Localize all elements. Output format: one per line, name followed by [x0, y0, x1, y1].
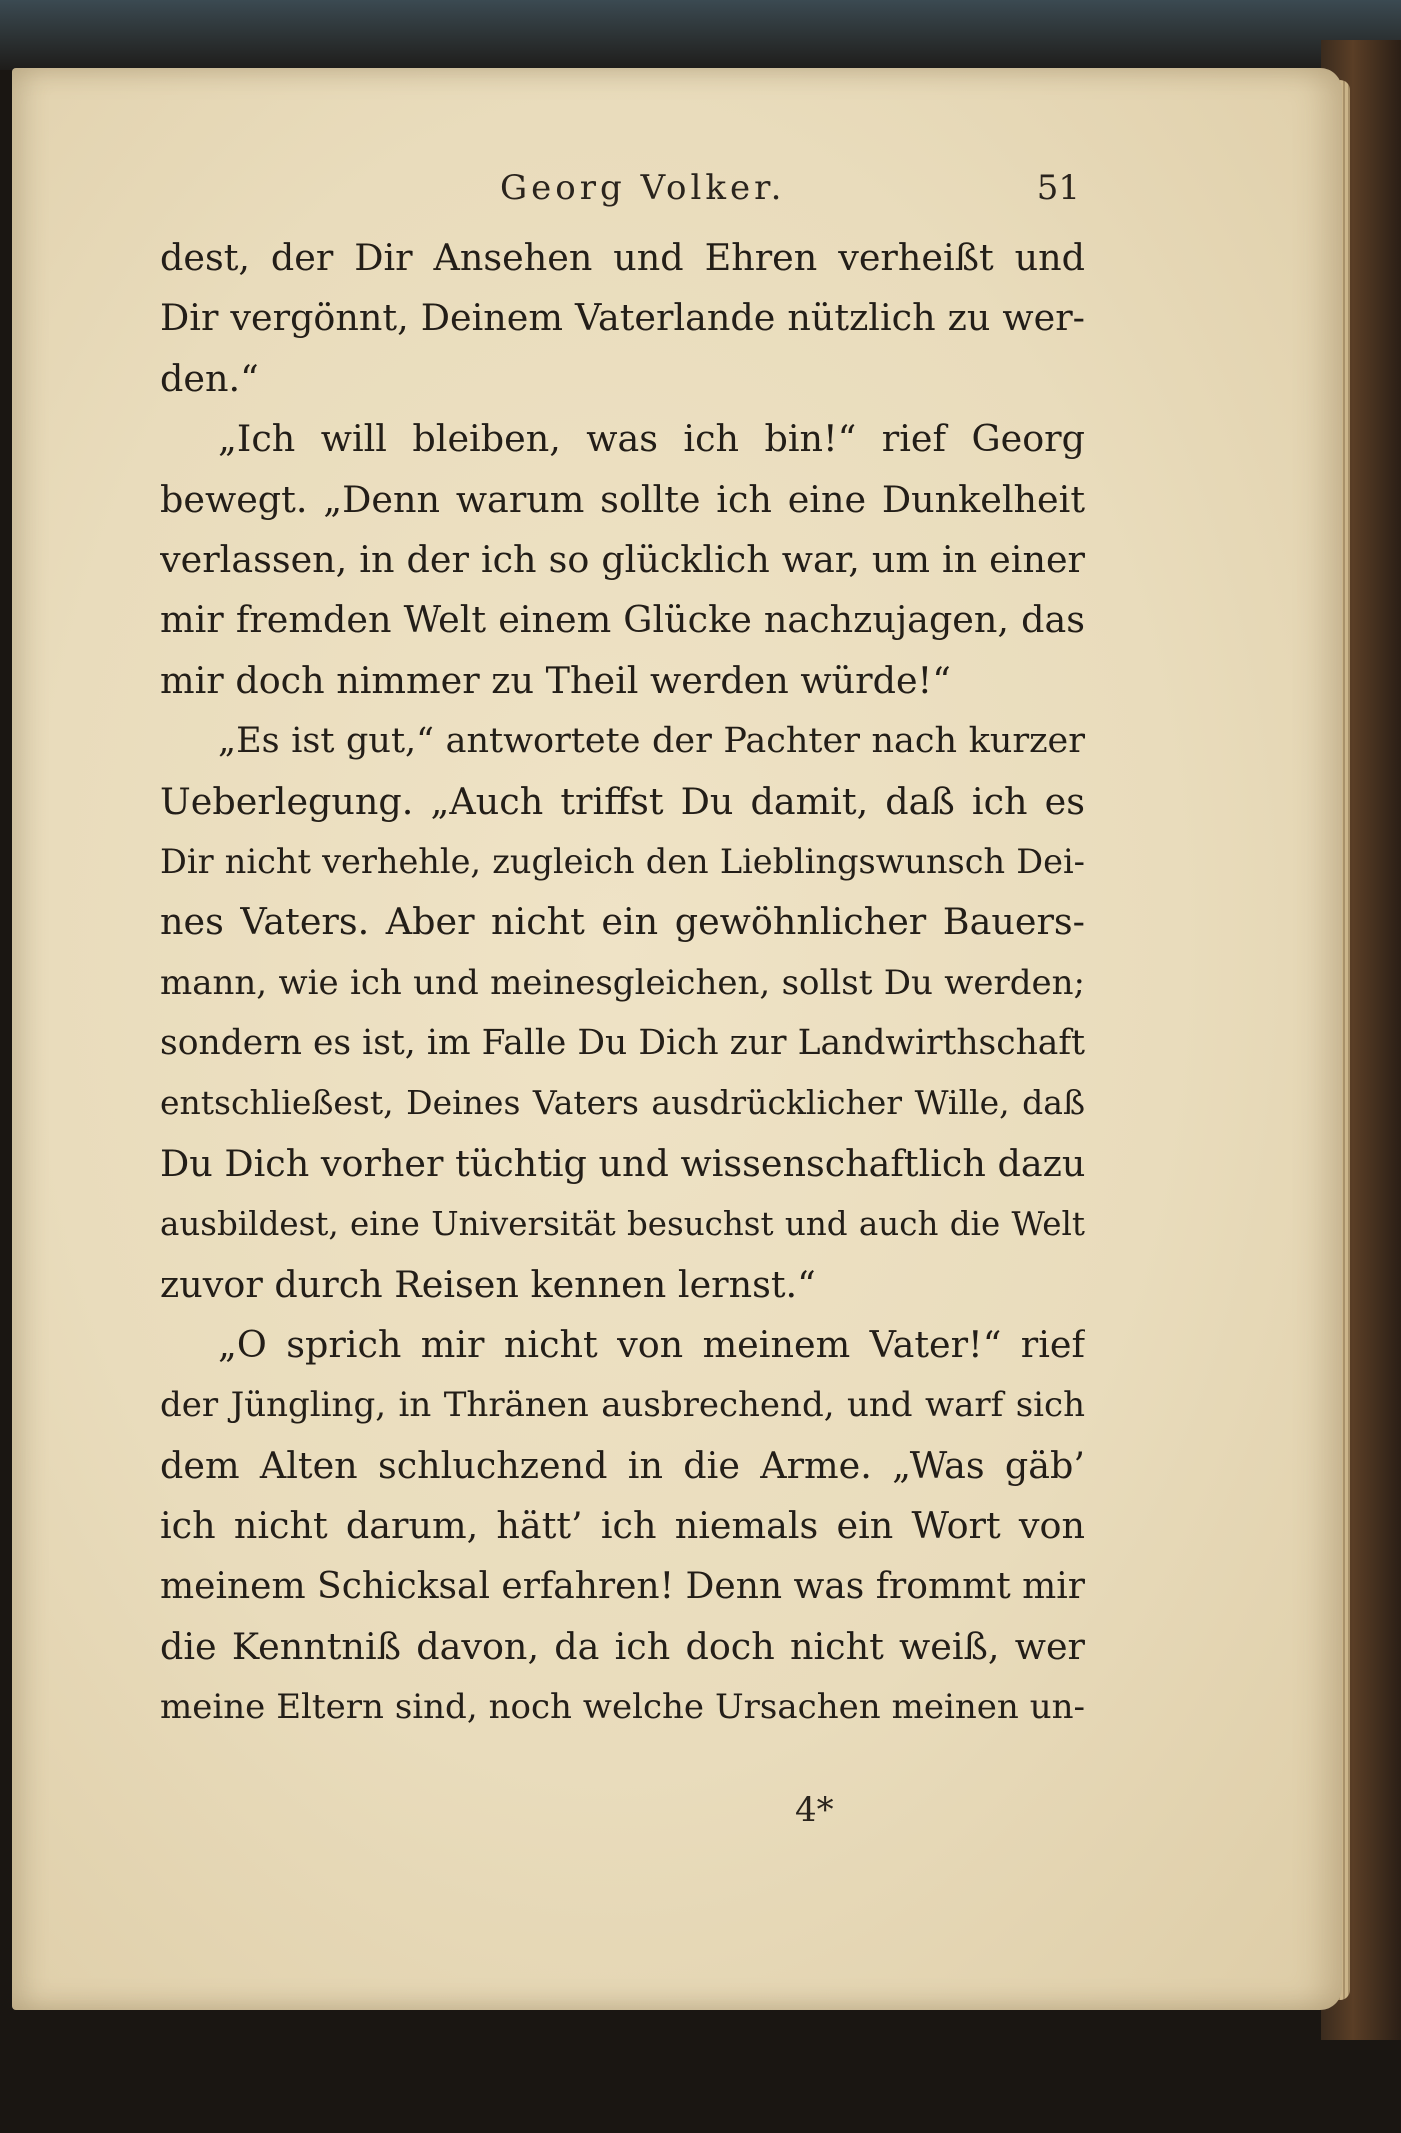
page-number: 51 — [1036, 168, 1080, 208]
text-line: mir fremden Welt einem Glücke nachzujagen, das — [160, 598, 1085, 642]
text-line: mann, wie ich und meinesgleichen, sollst Du werden; — [160, 962, 1085, 1003]
text-line: meine Eltern sind, noch welche Ursachen meinen un- — [160, 1687, 1085, 1728]
text-line: nes Vaters. Aber nicht ein gewöhnlicher Bauers- — [160, 900, 1085, 944]
text-line: ich nicht darum, hätt’ ich niemals ein Wort von — [160, 1504, 1085, 1548]
text-line: den.“ — [160, 356, 259, 400]
text-line: „Ich will bleiben, was ich bin!“ rief Georg — [218, 417, 1085, 461]
text-line: verlassen, in der ich so glücklich war, um in einer — [160, 537, 1085, 581]
cover-board-top — [0, 0, 1401, 70]
running-title: Georg Volker. — [500, 168, 786, 208]
text-line: „O sprich mir nicht von meinem Vater!“ rief — [218, 1323, 1085, 1367]
text-line: zuvor durch Reisen kennen lernst.“ — [160, 1262, 816, 1306]
text-line: dest, der Dir Ansehen und Ehren verheißt und — [160, 236, 1085, 279]
text-line: sondern es ist, im Falle Du Dich zur Landwirthschaft — [160, 1023, 1085, 1064]
text-line: die Kenntniß davon, da ich doch nicht weiß, wer — [160, 1624, 1085, 1668]
text-line: Du Dich vorher tüchtig und wissenschaftlich dazu — [160, 1141, 1085, 1185]
text-line: ausbildest, eine Universität besuchst und auch die Welt — [160, 1205, 1085, 1244]
text-line: dem Alten schluchzend in die Arme. „Was gäb’ — [160, 1443, 1085, 1487]
signature-mark: 4* — [795, 1790, 834, 1830]
text-line: bewegt. „Denn warum sollte ich eine Dunkelheit — [160, 477, 1085, 521]
body-text — [160, 228, 1085, 1738]
text-line: Dir vergönnt, Deinem Vaterlande nützlich zu wer- — [160, 296, 1085, 340]
text-line: entschließest, Deines Vaters ausdrücklicher Wille, daß — [160, 1083, 1085, 1123]
text-line: Ueberlegung. „Auch triffst Du damit, daß ich es — [160, 779, 1085, 823]
text-line: „Es ist gut,“ antwortete der Pachter nach kurzer — [218, 721, 1085, 762]
page-header — [160, 160, 1080, 220]
text-line: Dir nicht verhehle, zugleich den Lieblingswunsch Dei- — [160, 841, 1085, 881]
text-line: der Jüngling, in Thränen ausbrechend, und warf sich — [160, 1385, 1085, 1426]
text-line: mir doch nimmer zu Theil werden würde!“ — [160, 658, 951, 702]
text-line: meinem Schicksal erfahren! Denn was frommt mir — [160, 1565, 1085, 1607]
